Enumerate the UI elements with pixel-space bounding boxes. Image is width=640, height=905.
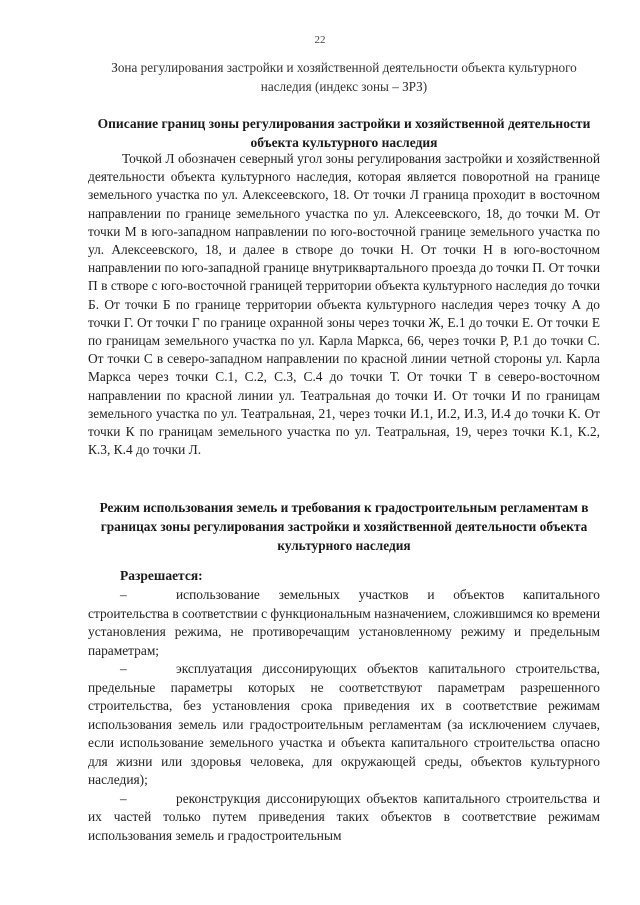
allowed-list — [88, 586, 600, 845]
list-item — [88, 660, 600, 790]
list-item — [88, 586, 600, 660]
section1-title: Описание границ зоны регулирования застройки и хозяйственной деятельности объекта культурного наследия — [97, 116, 591, 150]
page-number: 22 — [314, 34, 326, 46]
list-item-text: эксплуатация диссонирующих объектов капитального строительства, предельные параметры которых не соответствуют параметрам разрешенного строительства, без установления срока приведения их в соответствие режимам использования земель или градостроительным регламентам (за исключением случаев, если использование земельного участка и объекта капитального строительства опасно для жизни или здоровья человека, для окружающей среды, объектов культурного наследия); — [88, 661, 600, 787]
list-item-text: использование земельных участков и объектов капитального строительства в соответствии с функциональным назначением, сложившимся ко времени установления режима, не противоречащим установленному режиму и предельным параметрам; — [88, 587, 600, 658]
list-dash: – — [120, 661, 127, 676]
list-dash: – — [120, 587, 127, 602]
allowed-label: Разрешается: — [120, 568, 203, 583]
list-dash: – — [120, 790, 127, 806]
list-item-text: реконструкция диссонирующих объектов капитального строительства и их частей только путем приведения таких объектов в соответствие режимам использования земель и градостроительным — [88, 790, 600, 843]
section2-title: Режим использования земель и требования к градостроительным регламентам в границах зоны регулирования застройки и хозяйственной деятельности объекта культурного наследия — [99, 500, 589, 553]
zone-title: Зона регулирования застройки и хозяйственной деятельности объекта культурного наследия (индекс зоны – ЗРЗ) — [111, 60, 577, 94]
boundary-description-paragraph: Точкой Л обозначен северный угол зоны регулирования застройки и хозяйственной деятельности объекта культурного наследия, которая является поворотной на границе земельного участка по ул. Алексеевского, 18. От точки Л граница проходит в восточном направлении по границе земельного участка по ул. Алексеевского, 18, до точки М. От точки М в юго-западном направлении по юго-восточной границе земельного участка по ул. Алексеевского, 18, и далее в створе до точки Н. От точки Н в юго-восточном направлении по юго-западной границе внутриквартального проезда до точки П. От точки П в створе с юго-восточной границей территории объекта культурного наследия до точки Б. От точки Б по границе территории объекта культурного наследия через точку А до точки Г. От точки Г по границе охранной зоны через точки Ж, Е.1 до точки Е. От точки Е по границам земельного участка по ул. Карла Маркса, 66, через точки Р, Р.1 до точки С. От точки С в северо-западном направлении по красной линии четной стороны ул. Карла Маркса через точки С.1, С.2, С.3, С.4 до точки Т. От точки Т в северо-восточном направлении по красной линии ул. Театральная до точки И. От точки И по границам земельного участка по ул. Театральная, 21, через точки И.1, И.2, И.3, И.4 до точки К. От точки К по границам земельного участка по ул. Театральная, 19, через точки К.1, К.2, К.3, К.4 до точки Л. — [88, 151, 600, 458]
list-item — [88, 790, 600, 846]
